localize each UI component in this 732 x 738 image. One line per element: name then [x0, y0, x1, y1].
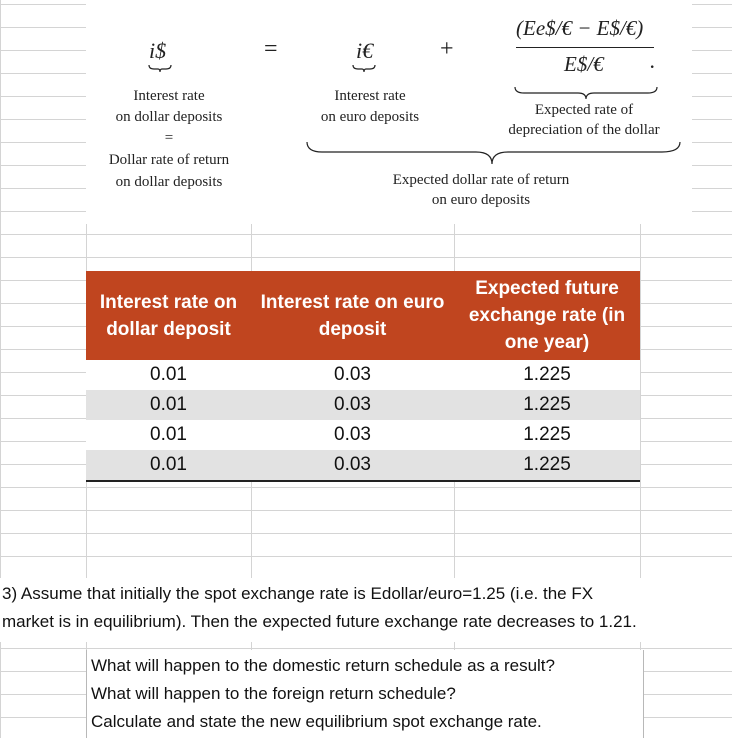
mid-label-2: on euro deposits [320, 109, 420, 125]
sub-question-2[interactable]: What will happen to the foreign return schedule? [91, 684, 456, 703]
table-row [86, 420, 640, 450]
cell-euro-rate[interactable]: 0.03 [251, 450, 454, 481]
table-row [86, 390, 640, 420]
mid-label-1: Interest rate [334, 88, 406, 104]
exchange-rate-table [86, 271, 640, 482]
formula-image[interactable] [86, 0, 692, 224]
brace-label-2: on euro deposits [431, 192, 531, 208]
fraction-denominator: E$/€ [564, 52, 604, 76]
cell-euro-rate[interactable]: 0.03 [251, 360, 454, 390]
lhs-label-1: Interest rate [133, 88, 205, 104]
question-line-2[interactable]: market is in equilibrium). Then the expected future exchange rate decreases to 1.21. [2, 612, 637, 631]
lhs-label-eq: = [164, 130, 174, 146]
cell-expected-rate[interactable]: 1.225 [454, 390, 640, 420]
cell-expected-rate[interactable]: 1.225 [454, 360, 640, 390]
mid-symbol: i€ [356, 38, 374, 63]
header-dollar-interest[interactable]: Interest rate on dollar deposit [86, 271, 251, 360]
fraction-label-1: Expected rate of [534, 102, 634, 118]
cell-dollar-rate[interactable]: 0.01 [86, 450, 251, 481]
cell-euro-rate[interactable]: 0.03 [251, 420, 454, 450]
cell-euro-rate[interactable]: 0.03 [251, 390, 454, 420]
question-line-1[interactable]: 3) Assume that initially the spot exchange rate is Edollar/euro=1.25 (i.e. the FX [2, 584, 594, 603]
long-underbrace [306, 140, 682, 166]
lhs-label-4: on dollar deposits [115, 174, 223, 190]
header-expected-rate[interactable]: Expected future exchange rate (in one year) [454, 271, 640, 360]
fraction-numerator: (Ee$/€ − E$/€) [516, 16, 644, 40]
cell-expected-rate[interactable]: 1.225 [454, 420, 640, 450]
sub-question-1[interactable]: What will happen to the domestic return schedule as a result? [91, 656, 555, 675]
lhs-label-3: Dollar rate of return [108, 152, 230, 168]
fraction-bar [516, 47, 654, 48]
table-header-row [86, 271, 640, 360]
cell-expected-rate[interactable]: 1.225 [454, 450, 640, 481]
plus-sign: + [440, 36, 454, 62]
question-block [0, 578, 732, 642]
lhs-symbol: i$ [149, 38, 167, 63]
cell-dollar-rate[interactable]: 0.01 [86, 390, 251, 420]
cell-dollar-rate[interactable]: 0.01 [86, 420, 251, 450]
fraction-underbrace [514, 86, 658, 100]
lhs-label-2: on dollar deposits [115, 109, 223, 125]
lhs-underbrace [148, 64, 172, 72]
mid-underbrace [352, 64, 376, 72]
brace-label-1: Expected dollar rate of return [392, 172, 570, 188]
equals-sign: = [264, 36, 278, 62]
header-euro-interest[interactable]: Interest rate on euro deposit [251, 271, 454, 360]
fraction-label-2: depreciation of the dollar [508, 122, 660, 138]
sub-question-3[interactable]: Calculate and state the new equilibrium spot exchange rate. [91, 712, 542, 731]
sub-questions-box [86, 650, 644, 738]
table-row [86, 450, 640, 481]
table-row [86, 360, 640, 390]
fraction-period: . [650, 48, 656, 73]
cell-dollar-rate[interactable]: 0.01 [86, 360, 251, 390]
